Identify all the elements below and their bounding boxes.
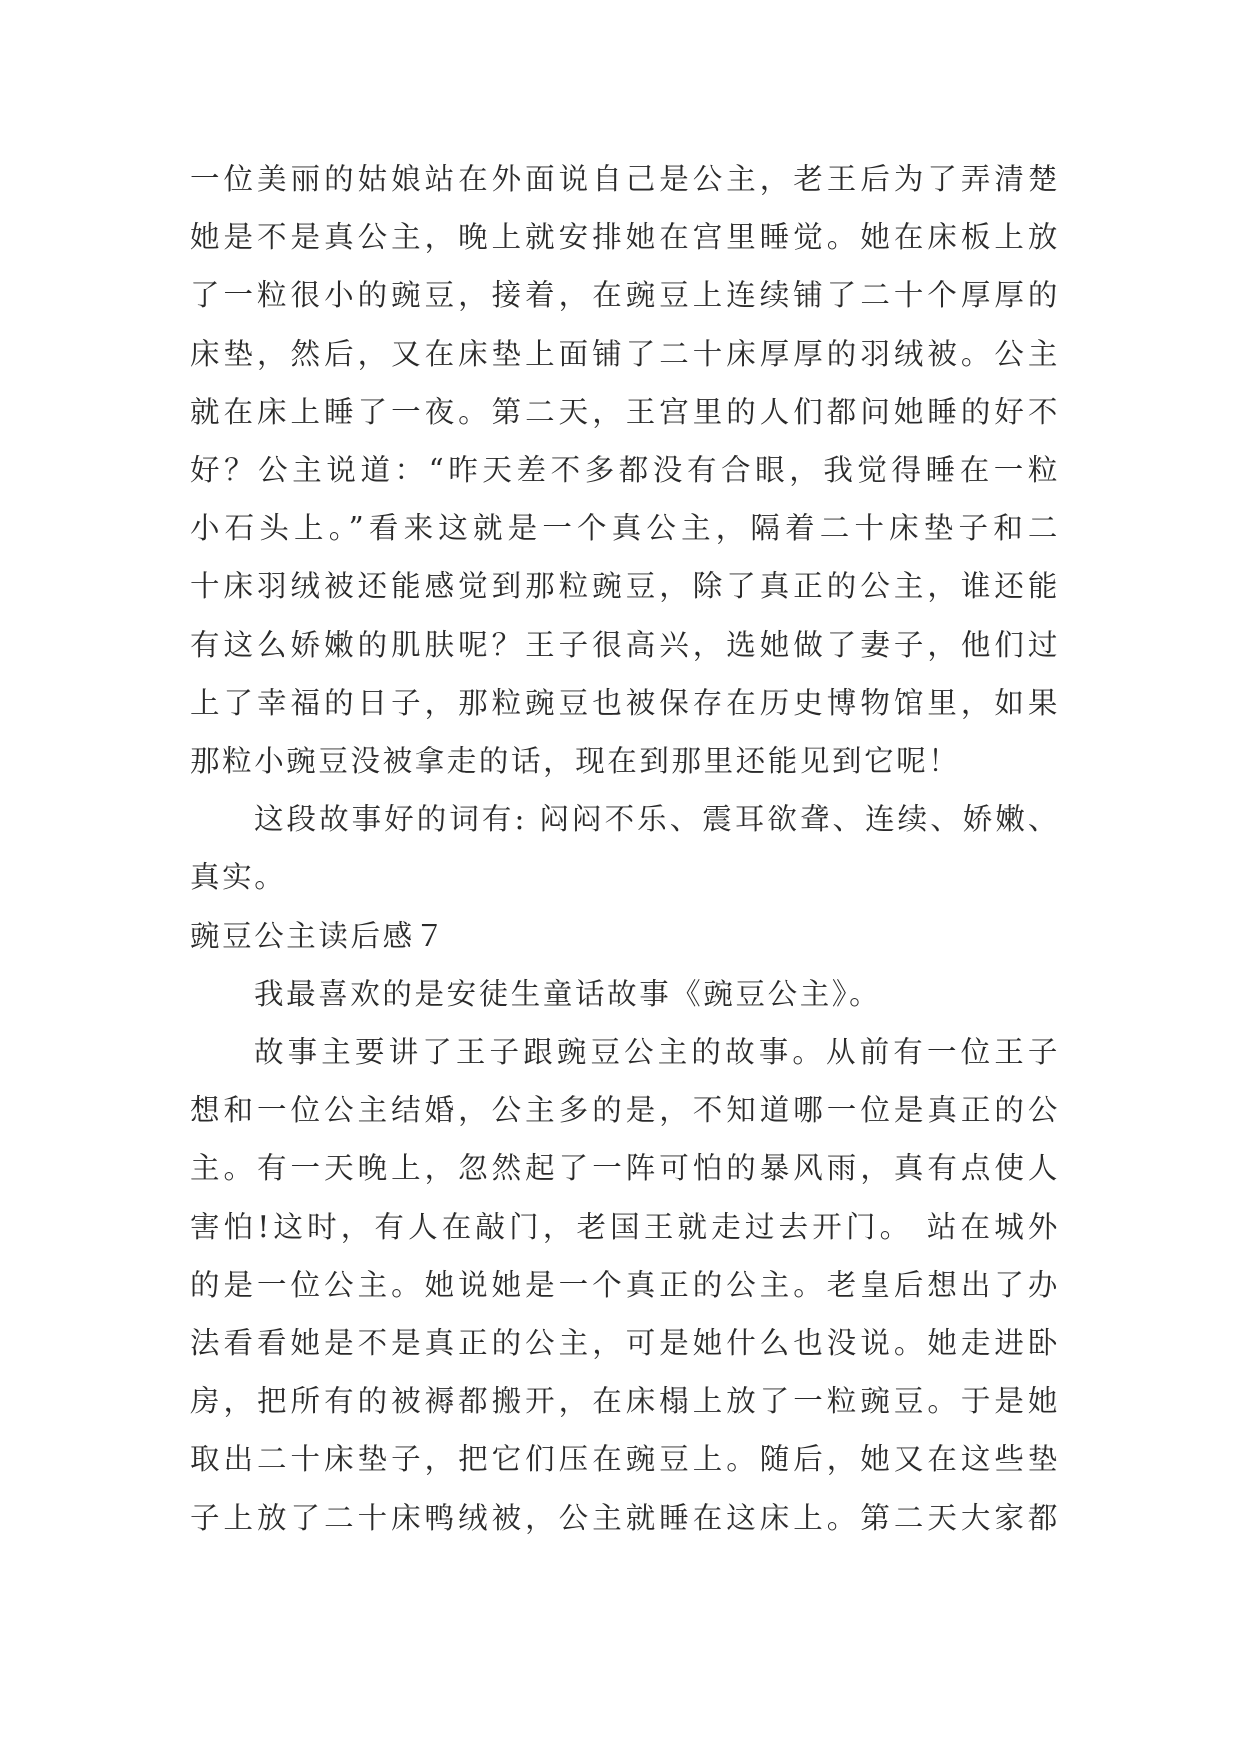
text-line: 十床羽绒被还能感觉到那粒豌豆，除了真正的公主，谁还能 bbox=[190, 569, 1060, 604]
text-line: 上了幸福的日子，那粒豌豆也被保存在历史博物馆里，如果 bbox=[190, 685, 1060, 720]
paragraph bbox=[190, 1023, 1060, 1547]
text-line: 了一粒很小的豌豆，接着，在豌豆上连续铺了二十个厚厚的 bbox=[190, 278, 1060, 313]
text-line: 想和一位公主结婚，公主多的是，不知道哪一位是真正的公 bbox=[190, 1093, 1060, 1128]
document-body bbox=[190, 150, 1060, 1547]
text-line: 子上放了二十床鸭绒被，公主就睡在这床上。第二天大家都 bbox=[190, 1500, 1060, 1535]
text-line: 一位美丽的姑娘站在外面说自己是公主，老王后为了弄清楚 bbox=[190, 162, 1060, 196]
text-line: 主。有一天晚上，忽然起了一阵可怕的暴风雨，真有点使人 bbox=[190, 1151, 1060, 1186]
text-line: 房，把所有的被褥都搬开，在床榻上放了一粒豌豆。于是她 bbox=[190, 1384, 1060, 1419]
text-line: 害怕!这时，有人在敲门，老国王就走过去开门。 站在城外 bbox=[190, 1209, 1060, 1244]
text-line: 故事主要讲了王子跟豌豆公主的故事。从前有一位王子 bbox=[254, 1035, 1060, 1070]
text-line: 她是不是真公主，晚上就安排她在宫里睡觉。她在床板上放 bbox=[190, 220, 1060, 255]
paragraph bbox=[190, 790, 1060, 906]
text-line: 的是一位公主。她说她是一个真正的公主。老皇后想出了办 bbox=[190, 1267, 1060, 1302]
text-line: 这段故事好的词有: 闷闷不乐、震耳欲聋、连续、娇嫩、 bbox=[254, 802, 1060, 837]
paragraph bbox=[190, 965, 1060, 1023]
section-heading: 豌豆公主读后感７ bbox=[190, 918, 447, 953]
text-line: 那粒小豌豆没被拿走的话，现在到那里还能见到它呢！ bbox=[190, 744, 961, 779]
text-line: 取出二十床垫子，把它们压在豌豆上。随后，她又在这些垫 bbox=[190, 1442, 1060, 1477]
text-line: 床垫，然后，又在床垫上面铺了二十床厚厚的羽绒被。公主 bbox=[190, 336, 1060, 371]
text-line: 法看看她是不是真正的公主，可是她什么也没说。她走进卧 bbox=[190, 1326, 1060, 1361]
text-line: 就在床上睡了一夜。第二天，王宫里的人们都问她睡的好不 bbox=[190, 394, 1060, 429]
text-line: 我最喜欢的是安徒生童话故事《豌豆公主》。 bbox=[254, 976, 882, 1011]
text-line: 小石头上。”看来这就是一个真公主，隔着二十床垫子和二 bbox=[190, 511, 1060, 546]
text-line: 有这么娇嫩的肌肤呢？王子很高兴，选她做了妻子，他们过 bbox=[190, 627, 1060, 662]
paragraph bbox=[190, 150, 1060, 790]
text-line: 真实。 bbox=[190, 860, 287, 895]
text-line: 好？公主说道：“昨天差不多都没有合眼，我觉得睡在一粒 bbox=[190, 453, 1060, 488]
